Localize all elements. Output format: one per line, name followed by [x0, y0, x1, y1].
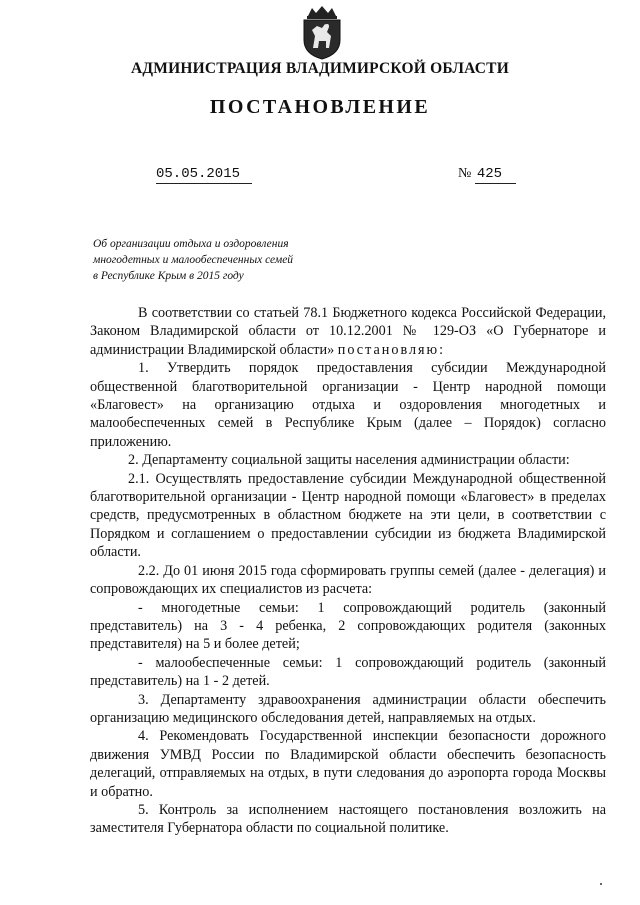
subject-line: Об организации отдыха и оздоровления [93, 238, 289, 250]
document-body [90, 304, 606, 838]
body-paragraph: - многодетные семьи: 1 сопровождающий родитель (законный представитель) на 3 - 4 ребенка, 2 сопровождающих родителя (законных представителя) на 5 и более детей; [90, 599, 606, 653]
body-paragraph: 5. Контроль за исполнением настоящего постановления возложить на заместителя Губернатора области по социальной политике. [90, 801, 606, 837]
number-prefix: № [458, 166, 472, 181]
body-paragraph: 2.2. До 01 июня 2015 года сформировать группы семей (далее - делегация) и сопровождающих их специалистов из расчета: [90, 562, 606, 598]
body-paragraph: 3. Департаменту здравоохранения администрации области обеспечить организацию медицинского обследования детей, направляемых на отдых. [90, 691, 606, 726]
preamble-text: В соответствии со статьей 78.1 Бюджетного кодекса Российской Федерации, Законом Владимирской области от 10.12.2001 № 129-ОЗ «О Губернаторе и администрации Владимирской области» [90, 305, 606, 358]
body-paragraph: 1. Утвердить порядок предоставления субсидии Международной общественной благотворительной организации - Центр народной помощи «Благовест» на организацию отдыха и оздоровления многодетных и малообеспеченных семей в Республике Крым (далее – Порядок) согласно приложению. [90, 360, 606, 450]
resolve-word: постановляю: [337, 341, 446, 358]
scan-speck [600, 883, 602, 885]
document-number [458, 166, 516, 182]
number-value: 425 [475, 166, 516, 184]
subject-line: многодетных и малообеспеченных семей [93, 254, 294, 266]
document-date: 05.05.2015 [156, 166, 252, 184]
document-type-title: ПОСТАНОВЛЕНИЕ [209, 96, 431, 118]
document-subject [93, 236, 393, 284]
subject-line: в Республике Крым в 2015 году [93, 270, 244, 282]
body-paragraph: - малообеспеченные семьи: 1 сопровождающий родитель (законный представитель) на 1 - 2 детей. [90, 654, 606, 690]
body-paragraph: 2. Департаменту социальной защиты населения администрации области: [128, 452, 570, 469]
preamble-paragraph [90, 304, 606, 359]
organization-title: АДМИНИСТРАЦИЯ ВЛАДИМИРСКОЙ ОБЛАСТИ [131, 60, 509, 77]
body-paragraph: 4. Рекомендовать Государственной инспекции безопасности дорожного движения УМВД России по Владимирской области обеспечить безопасность делегаций, отправляемых на отдых, в пути следования до аэропорта города Москвы и обратно. [90, 728, 606, 800]
body-paragraph: 2.1. Осуществлять предоставление субсидии Международной общественной благотворительной организации - Центр народной помощи «Благовест» в пределах средств, предусмотренных в областном бюджете на эти цели, в соответствии с Порядком и соглашением о предоставлении субсидии из бюджета Владимирской области. [90, 470, 606, 561]
coat-of-arms-icon [298, 4, 346, 60]
